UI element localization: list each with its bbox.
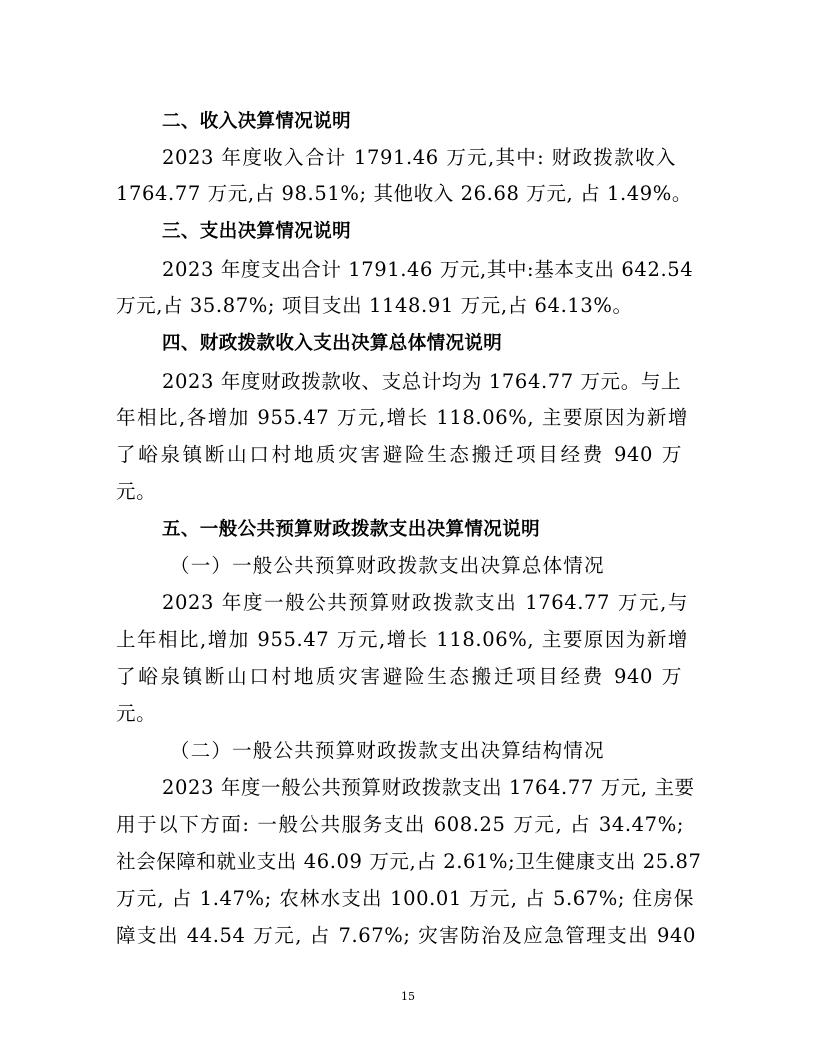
paragraph-line: 障支出 44.54 万元, 占 7.67%; 灾害防治及应急管理支出 940 bbox=[116, 924, 696, 947]
heading-fiscal-overall: 四、财政拨款收入支出决算总体情况说明 bbox=[162, 333, 503, 354]
paragraph-line: 上年相比,增加 955.47 万元,增长 118.06%, 主要原因为新增 bbox=[116, 628, 688, 651]
heading-income: 二、收入决算情况说明 bbox=[162, 111, 352, 132]
paragraph-line: 元。 bbox=[116, 480, 157, 503]
paragraph-line: 社会保障和就业支出 46.09 万元,占 2.61%;卫生健康支出 25.87 bbox=[116, 850, 702, 873]
heading-general-budget: 五、一般公共预算财政拨款支出决算情况说明 bbox=[162, 519, 541, 540]
subheading-overall: （一）一般公共预算财政拨款支出决算总体情况 bbox=[170, 554, 605, 577]
paragraph-line: 年相比,各增加 955.47 万元,增长 118.06%, 主要原因为新增 bbox=[116, 406, 688, 429]
paragraph-line: 万元,占 35.87%; 项目支出 1148.91 万元,占 64.13%。 bbox=[116, 294, 633, 317]
paragraph-line: 2023 年度收入合计 1791.46 万元,其中: 财政拨款收入 bbox=[162, 146, 676, 169]
heading-expenditure: 三、支出决算情况说明 bbox=[162, 221, 352, 242]
paragraph-line: 2023 年度财政拨款收、支总计均为 1764.77 万元。与上 bbox=[162, 370, 682, 393]
subheading-structure: （二）一般公共预算财政拨款支出决算结构情况 bbox=[170, 739, 605, 762]
paragraph-line: 2023 年度一般公共预算财政拨款支出 1764.77 万元, 主要 bbox=[162, 776, 695, 799]
paragraph-line: 了峪泉镇断山口村地质灾害避险生态搬迁项目经费 940 万 bbox=[116, 665, 682, 688]
paragraph-line: 1764.77 万元,占 98.51%; 其他收入 26.68 万元, 占 1.49%。 bbox=[116, 182, 693, 205]
paragraph-line: 2023 年度一般公共预算财政拨款支出 1764.77 万元,与 bbox=[162, 591, 688, 614]
paragraph-line: 元。 bbox=[116, 702, 157, 725]
paragraph-line: 2023 年度支出合计 1791.46 万元,其中:基本支出 642.54 bbox=[162, 258, 694, 281]
page-number: 15 bbox=[401, 990, 415, 1003]
paragraph-line: 了峪泉镇断山口村地质灾害避险生态搬迁项目经费 940 万 bbox=[116, 443, 682, 466]
paragraph-line: 万元, 占 1.47%; 农林水支出 100.01 万元, 占 5.67%; 住房保 bbox=[116, 887, 694, 910]
paragraph-line: 用于以下方面: 一般公共服务支出 608.25 万元, 占 34.47%; bbox=[116, 813, 684, 836]
